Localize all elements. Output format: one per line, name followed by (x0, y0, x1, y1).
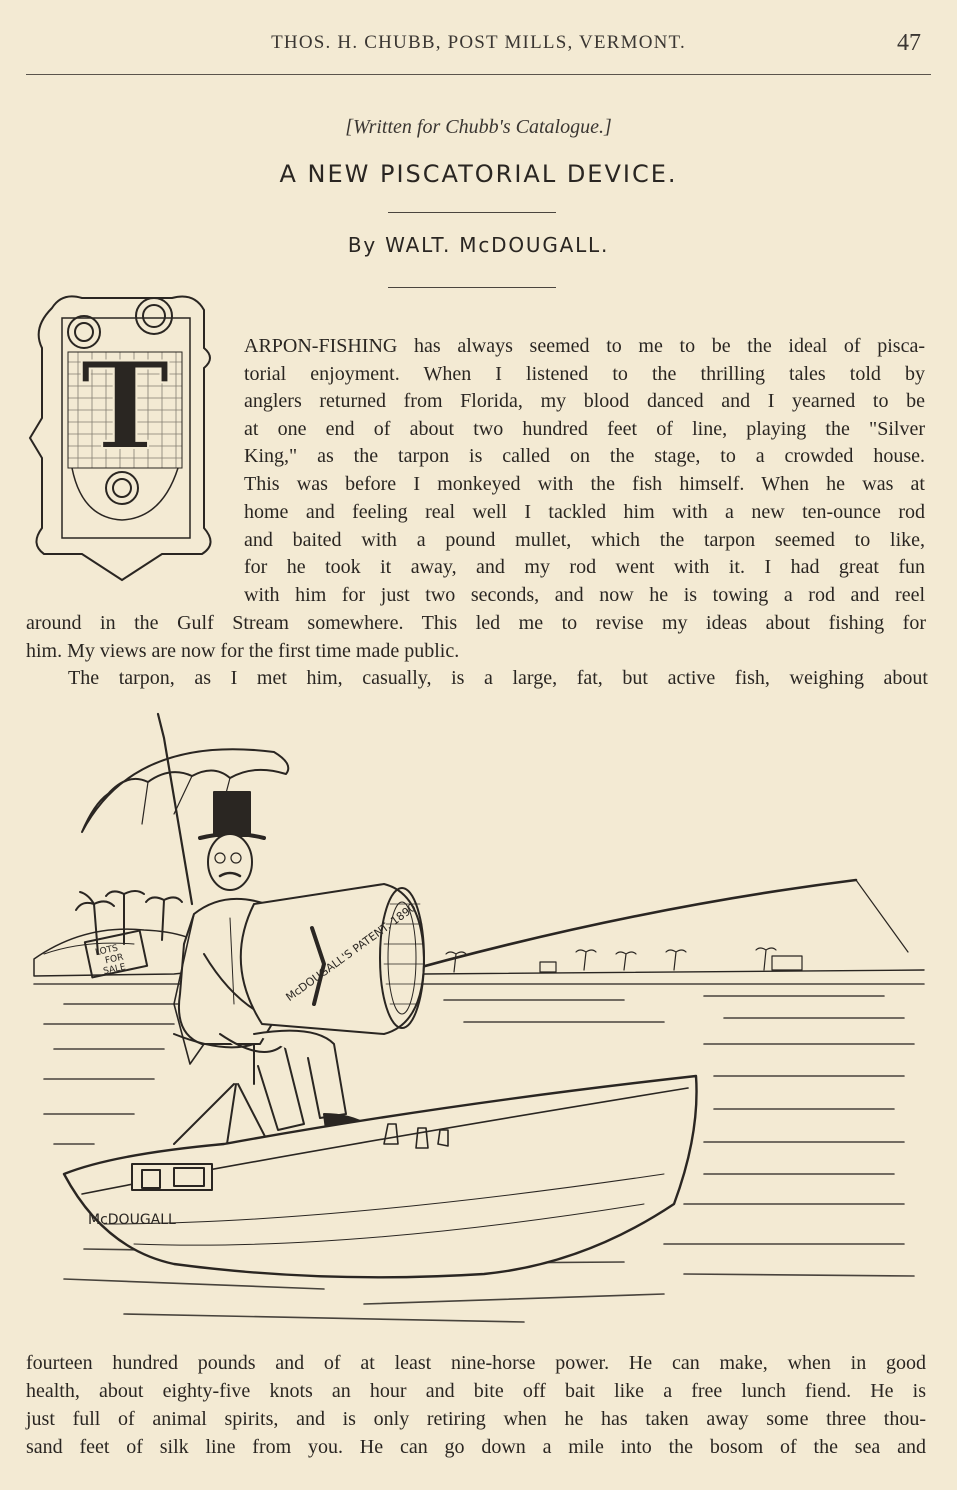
fishing-illustration (24, 704, 934, 1334)
title-rule (388, 212, 556, 213)
article-note: [Written for Chubb's Catalogue.] (345, 116, 612, 138)
text-line: home and feeling real well I tackled him with a new ten-ounce rod (244, 501, 925, 523)
sign-text: SALE (102, 962, 127, 977)
running-head (0, 30, 957, 60)
text-line: just full of animal spirits, and is only retiring when he has taken away some three thou- (26, 1408, 926, 1430)
text-line: This was before I monkeyed with the fish himself. When he was at (244, 473, 925, 495)
text-line: torial enjoyment. When I listened to the thrilling tales told by (244, 363, 925, 385)
text-line: King," as the tarpon is called on the stage, to a crowded house. (244, 445, 925, 467)
text-line: anglers returned from Florida, my blood danced and I yearned to be (244, 390, 925, 412)
text-line: for he took it away, and my rod went with it. I had great fun (244, 556, 925, 578)
text-line: him. My views are now for the first time made public. (26, 640, 460, 662)
drop-cap-letter: T (80, 336, 170, 477)
ornamental-drop-cap (22, 288, 222, 588)
text-line: health, about eighty-five knots an hour and bite off bait like a free lunch fiend. He is (26, 1380, 926, 1402)
text-line: around in the Gulf Stream somewhere. This led me to revise my ideas about fishing for (26, 612, 926, 634)
header-rule (26, 74, 931, 75)
text-line: and baited with a pound mullet, which the tarpon seemed to like, (244, 529, 925, 551)
paragraph-first-line: The tarpon, as I met him, casually, is a large, fat, but active fish, weighing about (68, 667, 928, 689)
page-number: 47 (897, 30, 921, 56)
reel-inscription: McDOUGALL'S PATENT. 1890 (283, 900, 419, 1004)
text-line: ARPON-FISHING has always seemed to me to be the ideal of pisca- (244, 335, 925, 357)
text-line: sand feet of silk line from you. He can go down a mile into the bosom of the sea and (26, 1436, 926, 1458)
author-rule (388, 287, 556, 288)
text-line: fourteen hundred pounds and of at least nine-horse power. He can make, when in good (26, 1352, 926, 1374)
article-author: By WALT. McDOUGALL. (347, 233, 610, 257)
sign-text: FOR (104, 952, 125, 967)
artist-signature: McDOUGALL (88, 1212, 176, 1228)
text-line: at one end of about two hundred feet of line, playing the "Silver (244, 418, 925, 440)
running-head-text: THOS. H. CHUBB, POST MILLS, VERMONT. (271, 32, 686, 53)
sign-text: LOTS (94, 943, 119, 959)
article-title: A NEW PISCATORIAL DEVICE. (279, 160, 678, 188)
text-line: with him for just two seconds, and now he is towing a rod and reel (244, 584, 925, 606)
